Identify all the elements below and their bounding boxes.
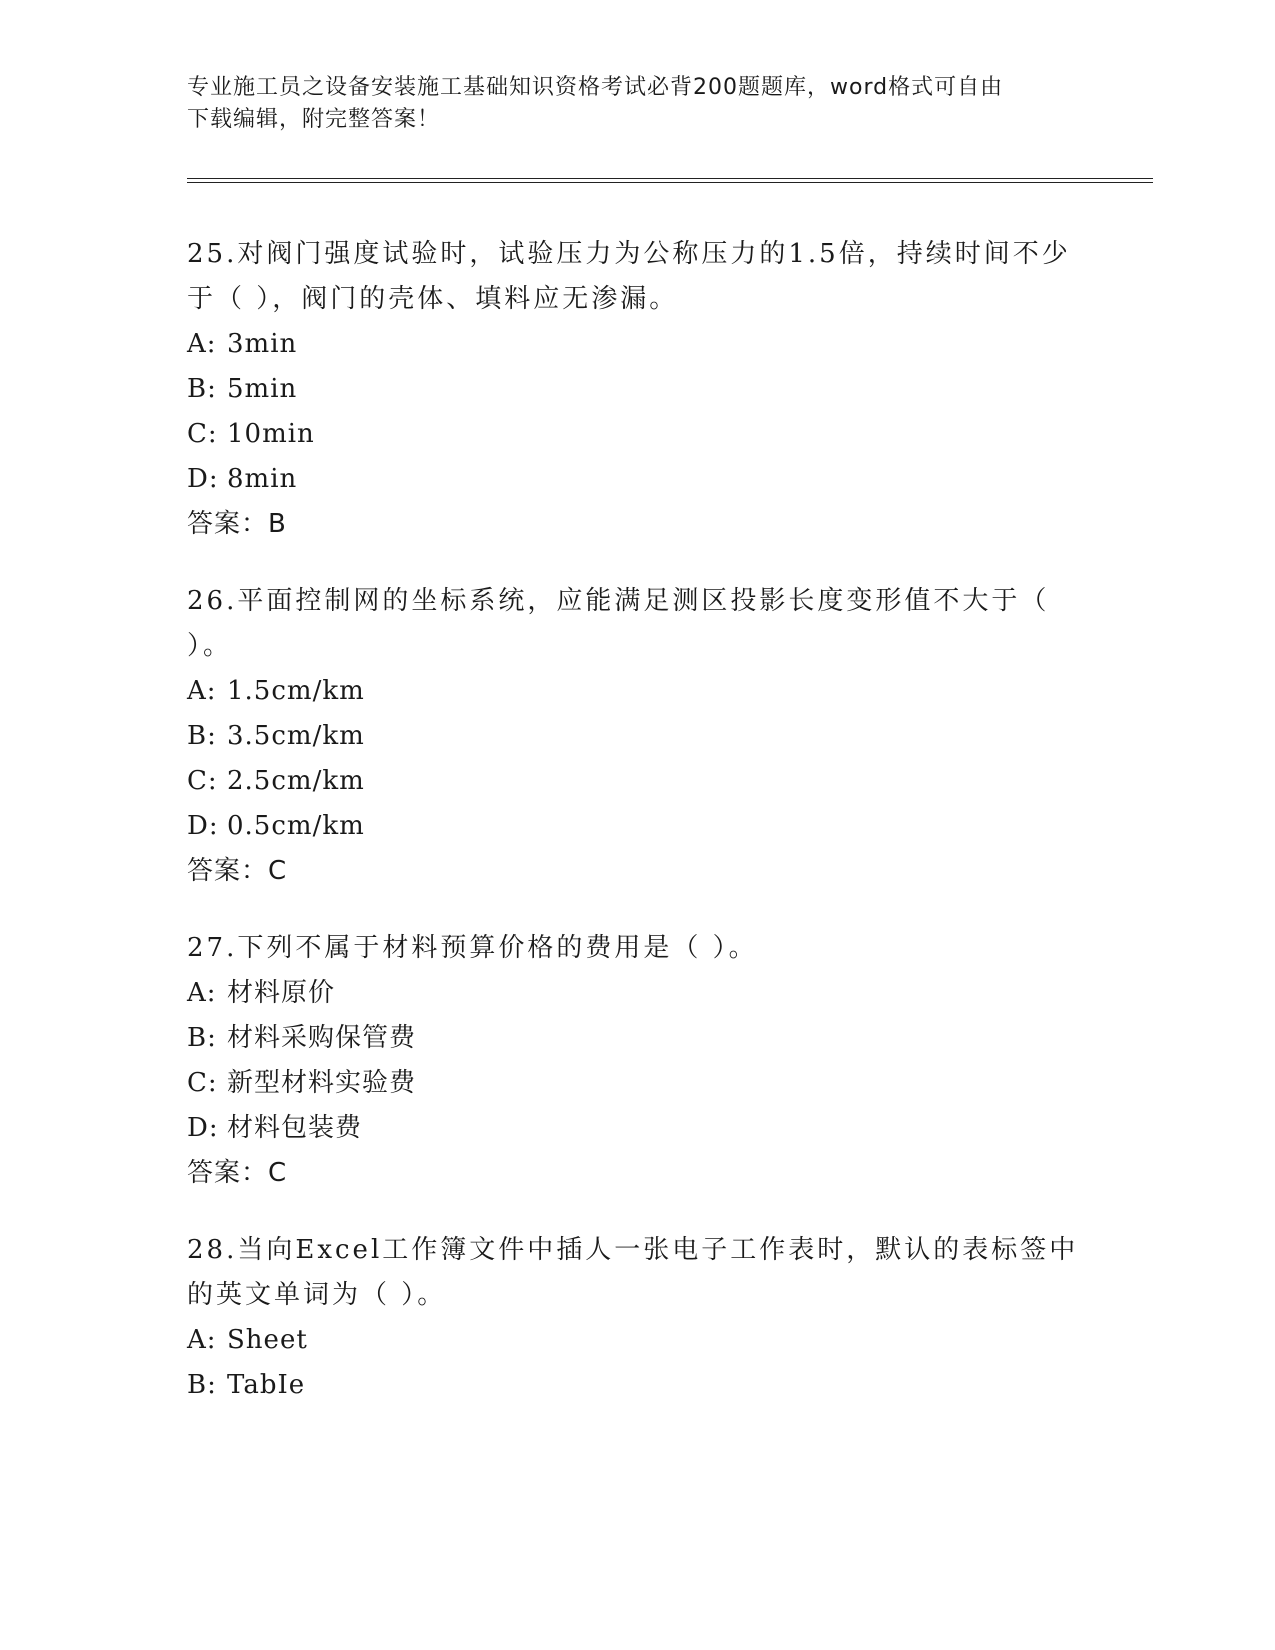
- option-key: C:: [187, 766, 218, 796]
- question-25: [187, 232, 1087, 547]
- option-key: A:: [187, 1325, 217, 1355]
- option-value: 8min: [227, 464, 298, 494]
- option-value: Sheet: [227, 1325, 308, 1355]
- option-value: 新型材料实验费: [227, 1068, 417, 1098]
- option-c: [187, 1061, 1087, 1106]
- option-d: [187, 1106, 1087, 1151]
- option-key: B:: [187, 374, 217, 404]
- option-key: C:: [187, 1068, 218, 1098]
- question-26: [187, 579, 1087, 894]
- option-value: 5min: [227, 374, 298, 404]
- option-value: TabIe: [227, 1370, 306, 1400]
- header-divider-top: [187, 178, 1153, 179]
- answer-line: 答案：C: [187, 856, 288, 886]
- option-key: A:: [187, 978, 217, 1008]
- document-header: [187, 72, 1067, 136]
- option-key: C:: [187, 419, 218, 449]
- option-key: A:: [187, 329, 217, 359]
- option-b: [187, 367, 1087, 412]
- option-value: 2.5cm/km: [227, 766, 365, 796]
- header-line-2: 下载编辑，附完整答案！: [187, 107, 441, 132]
- question-text-line: 的英文单词为（ ）。: [187, 1280, 447, 1310]
- option-value: 0.5cm/km: [227, 811, 365, 841]
- option-key: D:: [187, 811, 219, 841]
- option-d: [187, 457, 1087, 502]
- header-divider-bottom: [187, 182, 1153, 183]
- option-a: [187, 1318, 1087, 1363]
- option-a: [187, 669, 1087, 714]
- option-b: [187, 1363, 1087, 1408]
- option-key: D:: [187, 464, 219, 494]
- answer-line: 答案：C: [187, 1158, 288, 1188]
- option-b: [187, 1016, 1087, 1061]
- option-value: 3.5cm/km: [227, 721, 365, 751]
- option-key: A:: [187, 676, 217, 706]
- option-key: B:: [187, 1023, 217, 1053]
- option-a: [187, 322, 1087, 367]
- question-list: [187, 232, 1087, 1440]
- option-key: B:: [187, 1370, 217, 1400]
- question-text-line: ）。: [187, 631, 233, 661]
- question-text-line: 27.下列不属于材料预算价格的费用是（ ）。: [187, 933, 758, 963]
- option-value: 材料采购保管费: [227, 1023, 417, 1053]
- question-27: [187, 926, 1087, 1196]
- option-b: [187, 714, 1087, 759]
- question-text-line: 25.对阀门强度试验时，试验压力为公称压力的1.5倍，持续时间不少: [187, 239, 1071, 269]
- option-c: [187, 412, 1087, 457]
- option-key: B:: [187, 721, 217, 751]
- option-key: D:: [187, 1113, 219, 1143]
- question-text-line: 26.平面控制网的坐标系统，应能满足测区投影长度变形值不大于（: [187, 586, 1050, 616]
- option-value: 1.5cm/km: [227, 676, 365, 706]
- question-text-line: 28.当向Excel工作簿文件中插人一张电子工作表时，默认的表标签中: [187, 1235, 1079, 1265]
- option-value: 材料原价: [227, 978, 336, 1008]
- question-28: [187, 1228, 1087, 1408]
- header-line-1: 专业施工员之设备安装施工基础知识资格考试必背200题题库，word格式可自由: [187, 75, 1004, 100]
- option-value: 材料包装费: [227, 1113, 363, 1143]
- option-value: 10min: [227, 419, 315, 449]
- option-c: [187, 759, 1087, 804]
- option-a: [187, 971, 1087, 1016]
- option-value: 3min: [227, 329, 298, 359]
- question-text-line: 于（ ），阀门的壳体、填料应无渗漏。: [187, 284, 679, 314]
- option-d: [187, 804, 1087, 849]
- answer-line: 答案：B: [187, 509, 287, 539]
